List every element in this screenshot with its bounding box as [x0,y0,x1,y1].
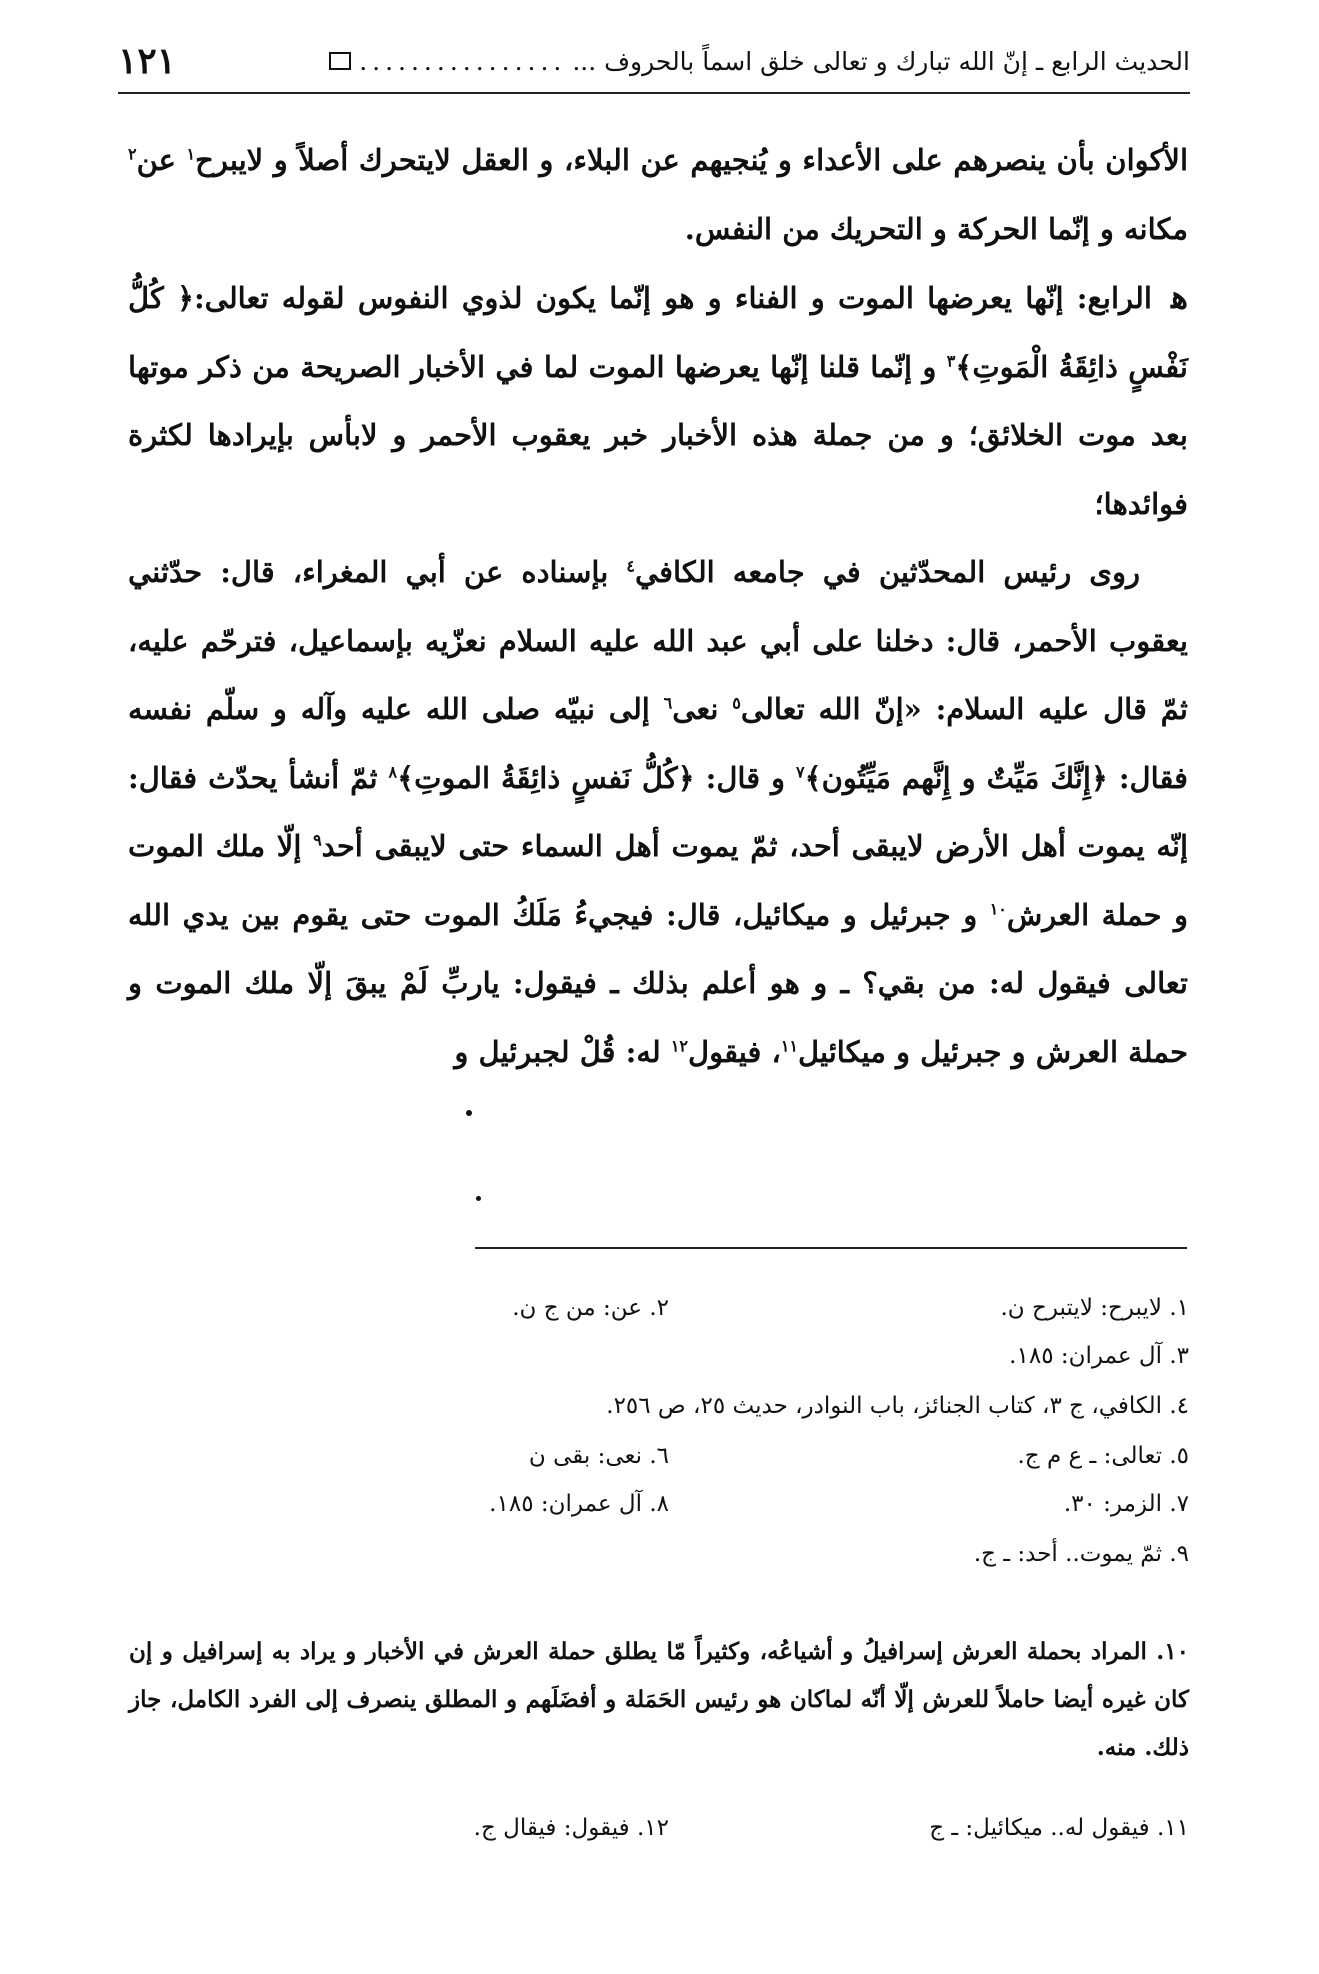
section-marker-icon: ﻫ [1171,278,1188,316]
footnote-ref-3: ٣ [946,350,956,370]
footnote-10: ١٠. المراد بحملة العرش إسرافيلُ و أشياعُه، وكثيراً مّا يطلق حملة العرش في الأخبار و يراد به إسرافيل و إن كان غيره أيضا حاملاً للعرش إلّا أنّه لماكان هو رئيس الحَمَلة و أفضَلَهم و المطلق ينصرف إلى الفرد الكامل، جاز ذلك. منه. [129,1638,1189,1761]
footnote-ref-7: ٧ [796,761,805,781]
paragraph-1: الأكوان بأن ينصرهم على الأعداء و يُنجيهم عن البلاء، و العقل لايتحرك أصلاً و لايبرح$^١$ عن$^٢$ مكانه و إنّما الحركة و التحريك من النفس. [128,143,1189,246]
paragraph-2: ﻫ الرابع: إنّها يعرضها الموت و الفناء و هو إنّما يكون لذوي النفوس لقوله تعالى:﴿ كُلُّ نَفْسٍ ذائِقَةُ الْمَوتِ﴾$^٣$ و إنّما قلنا إنّها يعرضها الموت لما في الأخبار الصريحة من ذكر موتها بعد موت الخلائق؛ و من جملة هذه الأخبار خبر يعقوب الأحمر و لابأس بإيرادها لكثرة فوائدها؛ [128,278,1188,521]
footnote-ref-5: ٥ [732,693,741,713]
ink-speck [466,1110,472,1116]
footnote-separator [475,1247,1187,1249]
footnote-2: ٢. عن: من ج ن. [512,1295,669,1321]
footnote-ref-2: ٢ [128,144,137,164]
running-header [118,30,1190,94]
footnote-ref-11: ١١ [780,1035,798,1055]
footnote-ref-8: ٨ [388,761,398,781]
footnote-6: ٦. نعى: بقى ن [528,1443,669,1469]
footnote-1: ١. لايبرح: لايتبرح ن. [1000,1295,1189,1321]
ink-speck [476,1196,481,1201]
header-box-ornament [329,52,351,70]
footnote-11: ١١. فيقول له.. ميكائيل: ـ ج [929,1815,1189,1841]
footnote-ref-1: ١ [186,144,196,164]
footnote-ref-9: ٩ [313,830,322,850]
main-text [128,126,1188,1086]
header-title: الحديث الرابع ـ إنّ الله تبارك و تعالى خلق اسماً بالحروف ... [572,46,1190,76]
footnote-7: ٧. الزمر: ٣٠. [1063,1491,1189,1517]
footnote-5: ٥. تعالى: ـ ع م ج. [1017,1443,1189,1469]
header-dots: ................ [359,46,567,76]
footnote-ref-4: ٤ [626,556,635,576]
page-number: ١٢١ [118,40,177,82]
footnote-ref-12: ١٢ [670,1035,689,1055]
footnote-4: ٤. الكافي، ج ٣، كتاب الجنائز، باب النوادر، حديث ٢٥، ص ٢٥٦. [606,1393,1189,1419]
footnote-9: ٩. ثمّ يموت.. أحد: ـ ج. [973,1541,1189,1567]
footnote-12: ١٢. فيقول: فيقال ج. [473,1815,669,1841]
footnote-8: ٨. آل عمران: ١٨٥. [489,1491,669,1517]
paragraph-3: روى رئيس المحدّثين في جامعه الكافي$^٤$ بإسناده عن أبي المغراء، قال: حدّثني يعقوب الأحمر، قال: دخلنا على أبي عبد الله عليه السلام نعزّيه بإسماعيل، فترحّم عليه، ثمّ قال عليه السلام: «إنّ الله تعالى$^٥$ نعى$^٦$ إلى نبيّه صلى الله عليه وآله و سلّم نفسه فقال: ﴿إِنَّكَ مَيِّتٌ و إِنَّهم مَيِّتُون﴾$^٧$ و قال: ﴿كُلُّ نَفسٍ ذائِقَةُ الموتِ﴾$^٨$ ثمّ أنشأ يحدّث فقال: إنّه يموت أهل الأرض لايبقى أحد، ثمّ يموت أهل السماء حتى لايبقى أحد$^٩$ إلّا ملك الموت و حملة العرش$^{١٠}$ و جبرئيل و ميكائيل، قال: فيجيءُ مَلَكُ الموت حتى يقوم بين يدي الله تعالى فيقول له: من بقي؟ ـ و هو أعلم بذلك ـ فيقول: ياربِّ لَمْ يبقَ إلّا ملك الموت و حملة العرش و جبرئيل و ميكائيل$^{١١}$، فيقول$^{١٢}$ له: قُلْ لجبرئيل و [128,555,1188,1069]
footnote-ref-10: ١٠ [989,898,1007,918]
footnote-3: ٣. آل عمران: ١٨٥. [1009,1343,1189,1369]
footnote-ref-6: ٦ [663,693,673,713]
